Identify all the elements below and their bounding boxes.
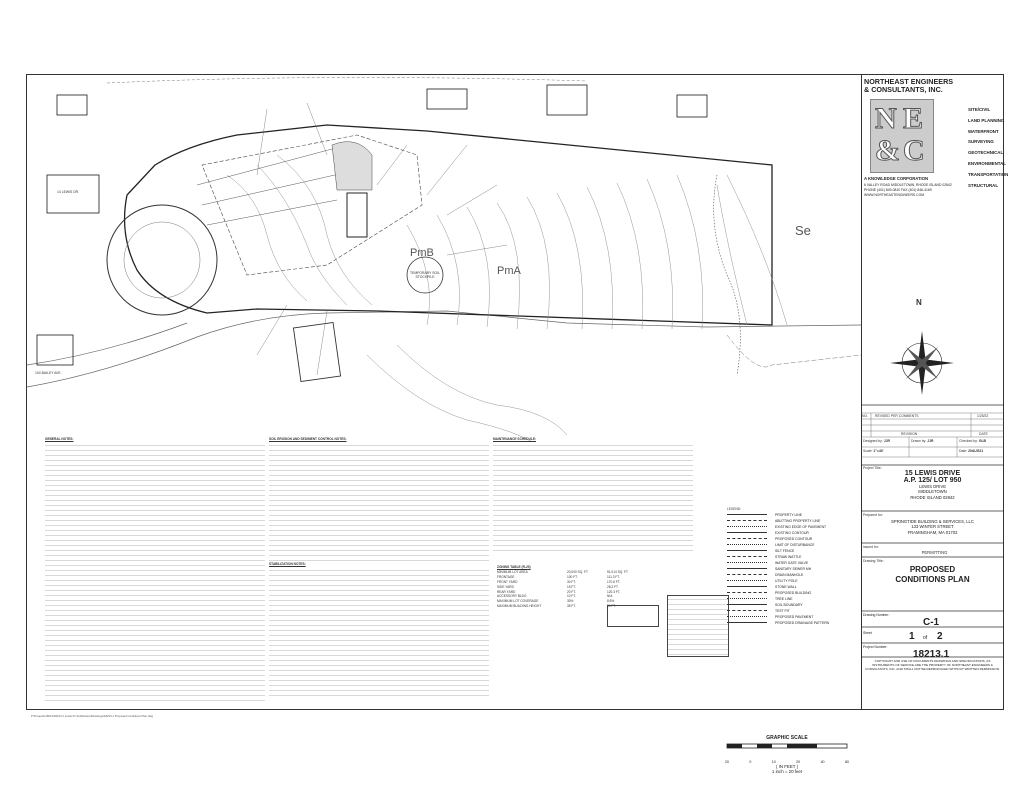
issued-for-value: PERMITTING	[921, 550, 948, 555]
drawing-sheet	[26, 74, 1009, 774]
service-item: WATERFRONT	[968, 128, 999, 134]
zoning-cell: 170.6 FT.	[607, 579, 621, 584]
general-notes-heading: GENERAL NOTES:	[45, 437, 74, 441]
legend-item	[727, 620, 857, 626]
scale-tick-label: 10	[771, 760, 776, 764]
service-item: ENVIRONMENTAL	[968, 160, 1006, 166]
project-parcel: A.P. 125/ LOT 950	[903, 477, 962, 484]
firm-phone: PHONE (401) 849-0810 FAX (401) 846-4169	[864, 188, 932, 192]
zoning-table	[497, 565, 647, 609]
drawing-title-line1: PROPOSED	[909, 565, 956, 574]
knowledge-corp: A KNOWLEDGE CORPORATION	[864, 176, 928, 181]
zoning-cell: 20 FT.	[567, 589, 576, 594]
site-plan-drawing	[27, 75, 861, 445]
legend-symbol	[727, 610, 767, 611]
legend-label: PROPOSED PAVEMENT	[775, 614, 814, 619]
drawing-title-line2: CONDITIONS PLAN	[895, 575, 970, 584]
soil-label-pma: PmA	[497, 265, 521, 277]
sheet-total: 2	[937, 631, 943, 642]
service-item: GEOTECHNICAL	[968, 150, 1004, 156]
zoning-cell: ACCESSORY BLDG	[497, 594, 527, 599]
legend-symbol	[727, 514, 767, 515]
zoning-cell: FRONT YARD	[497, 579, 518, 584]
legend-symbol	[727, 526, 767, 527]
legend-label: ABUTTING PROPERTY LINE	[775, 518, 821, 523]
legend-symbol	[727, 604, 767, 605]
client-address: 133 WINTER STREET	[911, 524, 954, 530]
sheet-page: 1	[909, 631, 915, 642]
client-label: Prepared for:	[863, 513, 883, 517]
logo-letter-c: C	[903, 134, 925, 167]
zoning-cell: 120.3 FT.	[607, 589, 621, 594]
legend-label: EXISTING EDGE OF PAVEMENT	[775, 524, 827, 529]
stockpile-label: TEMPORARY SOIL STOCKPILE	[409, 271, 441, 280]
zoning-cell: 51,014 SQ. FT.	[607, 569, 629, 574]
graphic-scale-ratio: 1 inch = 20 feet	[771, 769, 803, 774]
client-name: SPRINGTIDE BUILDING & SERVICES, LLC	[891, 519, 974, 524]
legend-label: WATER GATE VALVE	[775, 560, 809, 565]
project-number: 18213.1	[913, 649, 950, 660]
legend-symbol	[727, 562, 767, 563]
drawn-by: Drawn by: JJR	[911, 439, 934, 443]
legend-symbol	[727, 598, 767, 599]
rev-row1-date: 1/25/22	[977, 414, 989, 418]
graphic-scale	[717, 735, 857, 774]
north-label: N	[916, 298, 922, 307]
zoning-table-title: ZONING TABLE (R-20)	[497, 565, 531, 569]
scale-tick-label: 20	[725, 760, 729, 764]
zoning-cell: FRONTAGE	[497, 574, 515, 579]
designed-by: Designed by: JJR	[863, 439, 890, 443]
client-city: FRAMINGHAM, MA 01702	[907, 529, 958, 535]
scale-tick-label: 40	[820, 760, 825, 764]
house-label-14-lewis: 14 LEWIS DR.	[57, 190, 80, 194]
project-title-label: Project Title:	[863, 466, 882, 470]
project-street: LEWIS DRIVE	[919, 484, 946, 489]
maintenance-heading: MAINTENANCE SCHEDULE:	[493, 437, 537, 441]
project-town: MIDDLETOWN	[918, 489, 947, 495]
legend-symbol	[727, 544, 767, 545]
service-item: TRANSPORTATION	[968, 171, 1009, 177]
zoning-cell: MAXIMUM BUILDING HEIGHT	[497, 604, 542, 609]
zoning-cell: SIDE YARD	[497, 584, 514, 589]
service-item: LAND PLANNING	[968, 117, 1005, 123]
zoning-cell: 28.2 FT.	[607, 584, 619, 589]
zoning-cell: 30 FT.	[567, 579, 576, 584]
rev-header-no: NO.	[862, 414, 869, 418]
scale-tick-label: 20	[796, 760, 801, 764]
note-box	[667, 595, 729, 657]
legend-label: PROPOSED BUILDING	[775, 590, 812, 595]
soil-label-pmb: PmB	[410, 247, 434, 259]
firm-address: 6 VALLEY ROAD MIDDLETOWN, RHODE ISLAND 02842	[864, 183, 952, 187]
drawing-number-label: Drawing Number:	[863, 613, 890, 617]
sheet-label: Sheet	[863, 631, 872, 635]
rev-row1-desc: REVISED PER COMMENTS	[875, 414, 919, 418]
drawing-number: C-1	[923, 617, 940, 628]
issued-for-label: Issued for:	[863, 545, 879, 549]
legend-label: LIMIT OF DISTURBANCE	[775, 542, 815, 547]
legend-symbol	[727, 592, 767, 593]
zoning-cell: 10 FT.	[567, 594, 576, 599]
legend-symbol	[727, 538, 767, 539]
stabilization-notes-heading: STABILIZATION NOTES:	[269, 561, 306, 566]
file-path: P:\Projects\18213\18213.1 Lewis Dr Subdivision\Drawings\18213.1 Proposed Conditions Plan.dwg	[31, 714, 154, 718]
legend-label: DRAIN MANHOLE	[775, 572, 804, 577]
legend-label: PROPOSED CONTOUR	[775, 536, 813, 541]
zoning-cell: MAXIMUM LOT COVERAGE	[497, 599, 539, 604]
date-field: Date: 20AUG21	[959, 449, 984, 453]
legend-label: TREE LINE	[775, 596, 793, 601]
project-number-label: Project Number:	[863, 645, 888, 649]
service-item: SITE/CIVIL	[968, 107, 991, 112]
zoning-cell: MINIMUM LOT AREA	[497, 569, 528, 574]
firm-name-line2: & CONSULTANTS, INC.	[864, 85, 943, 94]
erosion-notes	[269, 437, 489, 697]
legend-label: TEST PIT	[775, 608, 790, 613]
legend-symbol	[727, 550, 767, 551]
zoning-cell: 30%	[567, 599, 574, 604]
legend-symbol	[727, 556, 767, 557]
project-state: RHODE ISLAND 02842	[910, 494, 955, 500]
zoning-cell: N/A	[607, 594, 613, 599]
legend-label: UTILITY POLE	[775, 578, 798, 583]
legend-label: SILT FENCE	[775, 548, 795, 553]
legend-symbol	[727, 586, 767, 587]
zoning-cell: 100 FT.	[567, 574, 578, 579]
drawing-title-label: Drawing Title:	[863, 559, 884, 563]
logo-letter-amp: &	[875, 134, 900, 167]
legend-label: EXISTING CONTOUR	[775, 530, 809, 535]
copyright-note: COPYRIGHT AND USE OF DOCUMENTS DRAWINGS AND SPECIFICATIONS, AS INSTRUMENTS OF SERVICE ARE THE PROPERTY OF NORTHEAST ENGINEERS & CONSULTANTS, INC. AND SHALL NOT BE REPRODUCED WITHOUT WRITTEN PERMISSION.	[865, 659, 1000, 672]
rev-header-date: DATE	[979, 432, 988, 436]
zoning-cell: REAR YARD	[497, 589, 516, 594]
legend-label: PROPERTY LINE	[775, 512, 803, 517]
scale-field: Scale: 1"=40'	[863, 449, 884, 453]
general-notes	[45, 437, 265, 702]
firm-web: WWW.NORTHEASTENGINEERS.COM	[864, 193, 925, 197]
graphic-scale-unit: ( IN FEET )	[775, 764, 799, 769]
soil-label-se: Se	[795, 223, 811, 238]
legend-symbol	[727, 622, 767, 623]
legend-heading: LEGEND:	[727, 507, 741, 511]
zoning-cell: 30 FT.	[607, 604, 616, 609]
legend-label: SOIL BOUNDARY	[775, 602, 803, 607]
service-item: STRUCTURAL	[968, 182, 998, 188]
legend	[727, 507, 857, 626]
rev-header-revision: REVISION	[901, 432, 918, 436]
zoning-cell: 111.3 FT.	[607, 574, 620, 579]
legend-label: STONE WALL	[775, 584, 797, 589]
firm-name-line1: NORTHEAST ENGINEERS	[864, 77, 954, 86]
legend-symbol	[727, 580, 767, 581]
legend-symbol	[727, 532, 767, 533]
legend-label: SANITARY SEWER MH	[775, 566, 812, 571]
zoning-cell: 8.6%	[607, 599, 615, 604]
zoning-cell: 20,000 SQ. FT.	[567, 569, 589, 574]
zoning-cell: 35 FT.	[567, 604, 576, 609]
graphic-scale-bar	[717, 741, 857, 755]
scale-tick-label: 80	[844, 760, 849, 764]
service-item: SURVEYING	[968, 139, 994, 145]
sheet-of: of	[923, 635, 928, 641]
checked-by: Checked by: GLB	[959, 439, 986, 443]
title-block-lines	[861, 75, 1004, 709]
erosion-notes-heading: SOIL EROSION AND SEDIMENT CONTROL NOTES:	[269, 437, 347, 441]
legend-label: PROPOSED DRAINAGE PATTERN	[775, 620, 830, 625]
logo-letter-e: E	[903, 102, 924, 135]
logo-letter-n: N	[875, 102, 897, 135]
scale-tick-label: 0	[749, 760, 752, 764]
legend-label: STRAW WATTLE	[775, 554, 802, 559]
project-address: 15 LEWIS DRIVE	[904, 470, 961, 477]
legend-symbol	[727, 574, 767, 575]
house-label-bailey: 104 BAILEY AVE.	[35, 371, 62, 375]
maintenance-notes	[493, 437, 693, 552]
note-box-small	[607, 605, 659, 627]
legend-symbol	[727, 616, 767, 617]
graphic-scale-title: GRAPHIC SCALE	[766, 735, 808, 741]
legend-symbol	[727, 520, 767, 521]
zoning-cell: 15 FT.	[567, 584, 576, 589]
legend-symbol	[727, 568, 767, 569]
